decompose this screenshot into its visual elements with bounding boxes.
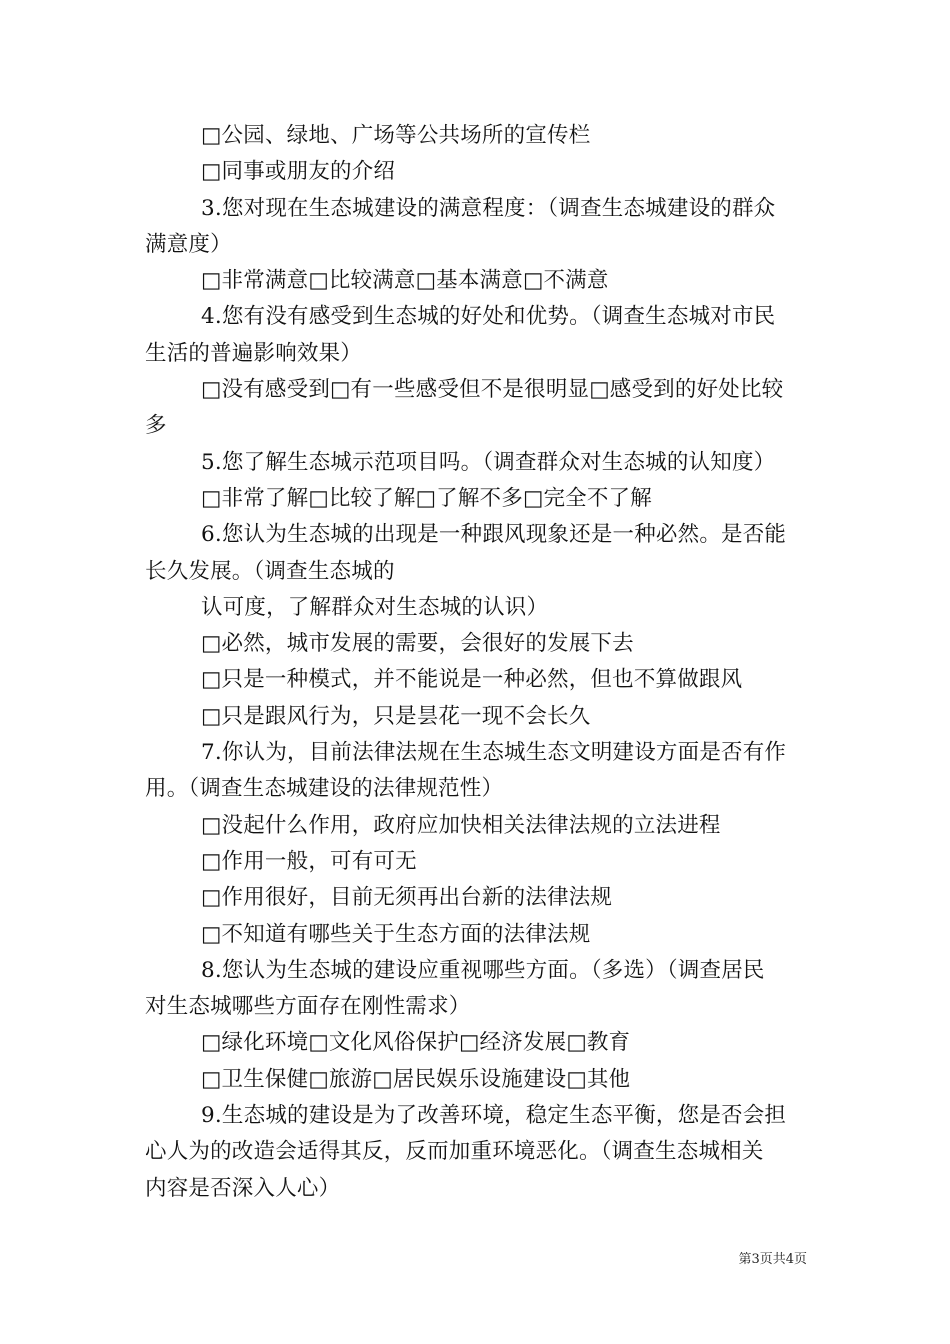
text-line: □作用很好，目前无须再出台新的法律法规: [201, 885, 613, 911]
text-line: 6.您认为生态城的出现是一种跟风现象还是一种必然。是否能: [201, 522, 787, 548]
text-line: □作用一般，可有可无: [201, 848, 417, 874]
text-line: 9.生态城的建设是为了改善环境，稳定生态平衡，您是否会担: [201, 1103, 787, 1129]
text-line: □必然，城市发展的需要，会很好的发展下去: [201, 631, 634, 657]
text-line: 认可度，了解群众对生态城的认识）: [201, 594, 549, 620]
text-line: 长久发展。（调查生态城的: [145, 558, 395, 584]
text-line: 5.您了解生态城示范项目吗。（调查群众对生态城的认知度）: [201, 449, 776, 475]
document-body: [0, 118, 950, 1207]
text-line: □绿化环境□文化风俗保护□经济发展□教育: [201, 1030, 631, 1056]
text-line: □公园、绿地、广场等公共场所的宣传栏: [201, 123, 591, 148]
text-line: □同事或朋友的介绍: [201, 159, 396, 185]
text-line: 对生态城哪些方面存在刚性需求）: [145, 994, 471, 1020]
text-line: 4.您有没有感受到生态城的好处和优势。（调查生态城对市民: [201, 304, 776, 330]
text-line: □没有感受到□有一些感受但不是很明显□感受到的好处比较: [201, 377, 784, 403]
text-line: □不知道有哪些关于生态方面的法律法规: [201, 921, 591, 947]
text-line: 8.您认为生态城的建设应重视哪些方面。（多选）（调查居民: [201, 957, 765, 983]
text-line: □只是一种模式，并不能说是一种必然，但也不算做跟风: [201, 667, 743, 693]
text-line: □卫生保健□旅游□居民娱乐设施建设□其他: [201, 1066, 631, 1092]
text-line: □非常了解□比较了解□了解不多□完全不了解: [201, 485, 652, 511]
text-line: □只是跟风行为，只是昙花一现不会长久: [201, 703, 591, 729]
text-line: 生活的普遍影响效果）: [145, 340, 363, 366]
text-line: 内容是否深入人心）: [145, 1175, 341, 1201]
text-line: □非常满意□比较满意□基本满意□不满意: [201, 268, 609, 294]
text-line: 用。（调查生态城建设的法律规范性）: [145, 776, 504, 802]
text-line: 多: [145, 413, 167, 439]
text-line: □没起什么作用，政府应加快相关法律法规的立法进程: [201, 812, 721, 838]
page-number: 第3页共4页: [738, 1252, 807, 1267]
text-line: 心人为的改造会适得其反，反而加重环境恶化。（调查生态城相关: [145, 1139, 764, 1165]
text-line: 满意度）: [145, 231, 232, 257]
text-line: 7.你认为，目前法律法规在生态城生态文明建设方面是否有作: [201, 740, 787, 766]
text-line: 3.您对现在生态城建设的满意程度：（调查生态城建设的群众: [201, 195, 776, 221]
